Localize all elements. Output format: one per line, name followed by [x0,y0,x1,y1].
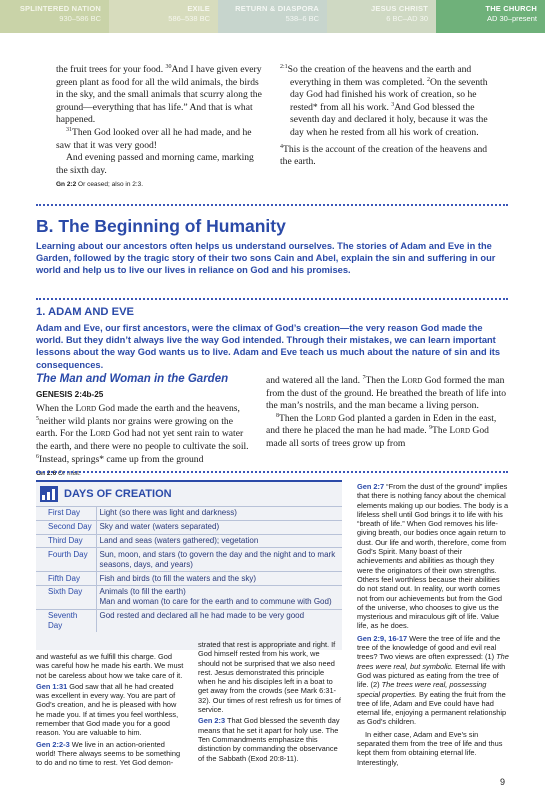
verse-number: 7 [362,374,366,381]
timeline-segment-the-church [436,0,545,33]
scripture-text: God made all sorts of trees grow up from [266,425,489,449]
verse-number: 2:1 [280,63,288,70]
page-number: 9 [500,777,506,787]
scripture-paragraph [56,64,266,127]
lord-smallcaps: Lord [449,425,470,437]
note-text: By eating the fruit from the tree of life, Adam and Eve could have had eternal life, enjoying a permanent relationship as God’s children. [357,689,507,727]
table-row [36,585,342,609]
scripture-text: Then the [365,375,402,386]
table-row [36,520,342,534]
days-table [36,506,342,632]
activity-cell: God rested and declared all he had made to be very good [96,609,342,632]
scripture-text: God made the earth and the heavens, [96,403,240,415]
verse-number: 31 [66,126,72,133]
timeline-segment-splintered-nation [0,0,109,33]
footnote-text: Or ceased; also in 2:3. [76,181,144,189]
activity-cell [96,585,342,609]
timeline-segment-jesus-christ [327,0,436,33]
scripture-text: On the seventh day God had finished his work of creation, so he rested* from all his work. [290,76,488,113]
scripture-paragraph [280,64,492,140]
note-ref: Gen 2:2-3 [36,739,70,749]
activity-cell: Fish and birds (to fill the waters and the sky) [96,572,342,586]
activity-line: Man and woman (to care for the earth and to commune with God) [99,597,332,607]
story-title: The Man and Woman in the Garden [36,373,229,385]
footnote [56,180,266,189]
section-intro: Learning about our ancestors often helps us understand ourselves. The stories of Adam and Eve in the Garden, followed by the tragic story of their two sons Cain and Abel, explain the sin and suffering in our world and help us to live our lives in reliance on God and his promises. [36,241,496,276]
footnote-ref: Gn 2:2 [56,181,77,189]
dotted-divider [36,471,508,473]
timeline-segment-exile [109,0,218,33]
verse-number: 8 [276,412,279,419]
timeline-years: 586–538 BC [168,14,210,23]
verse-number: 5 [36,415,39,422]
table-row [36,548,342,572]
dotted-divider [36,204,508,206]
verse-number: 2 [426,76,430,83]
note-paragraph [36,740,184,768]
scripture-text: God had not yet sent rain to water the earth, and there were no people to cultivate the soil. [36,428,249,452]
note-ref: Gen 2:9, 16-17 [357,633,408,643]
days-of-creation-chart [36,480,342,650]
scripture-text: God formed the man from the dust of the ground. He breathed the breath of life into the man’s nostrils, and the man became a living person. [266,375,507,412]
note-text: Were the tree of life and the tree of the knowledge of good and evil real trees? Two views are often expressed: (1) [357,633,501,662]
activity-cell: Land and seas (waters gathered); vegetation [96,534,342,548]
activity-line: Animals (to fill the earth) [99,587,186,597]
table-row [36,534,342,548]
day-cell: Sixth Day [36,585,96,609]
scripture-text: The [432,425,450,437]
scripture-paragraph [36,403,254,466]
note-ref: Gen 2:3 [198,716,226,726]
timeline-header [0,0,545,33]
note-ref: Gen 1:31 [36,681,68,691]
note-paragraph: In either case, Adam and Eve’s sin separated them from the tree of life and thus kept them from obtaining eternal life. Interestingly, [357,729,503,767]
scripture-column-mid-right [266,375,510,451]
verse-number: 3 [391,101,395,108]
table-row [36,609,342,632]
lord-smallcaps: Lord [75,403,97,415]
activity-cell: Sky and water (waters separated) [96,520,342,534]
scripture-text: and watered all the land. [266,375,363,386]
chart-icon [40,486,58,502]
day-cell: Fifth Day [36,572,96,586]
activity-cell: Light (so there was light and darkness) [96,507,342,521]
timeline-years: 930–586 BC [59,14,101,23]
scripture-paragraph [266,413,510,451]
timeline-name: EXILE [187,4,210,13]
scripture-text: the fruit trees for your food. [56,64,166,75]
note-paragraph: and wasteful as we fulfill this charge. God was careful how he made his earth. We must not be careless about how we take care of it. [36,652,184,680]
note-paragraph [357,482,509,631]
days-header [36,482,342,506]
days-title: DAYS OF CREATION [64,488,172,500]
scripture-column-top-right [280,64,492,169]
timeline-name: JESUS CHRIST [371,4,428,13]
scripture-text: Then the [279,412,316,424]
notes-column-a [36,652,184,770]
notes-column-b [198,640,343,765]
scripture-column-top-left [56,64,266,189]
lord-smallcaps: Lord [401,375,423,386]
note-text: God saw that all he had created was excellent in every way. You are part of God’s creation, and he is pleased with how he made you. If at times you feel worthless, remember that God made you for a good reason. You are valuable to him. [36,681,179,738]
scripture-paragraph [280,144,492,169]
verse-number: 4 [280,143,283,150]
subsection-title: 1. ADAM AND EVE [36,306,135,318]
timeline-name: THE CHURCH [485,4,537,13]
scripture-text: When the [36,403,76,415]
day-cell: Fourth Day [36,548,96,572]
timeline-name: SPLINTERED NATION [19,4,101,13]
scripture-text: Then God looked over all he had made, and he saw that it was very good! [56,126,252,151]
note-text: Eternal life with God was pictured as eating from the tree of life. (2) [357,661,506,690]
scripture-column-mid-left [36,373,254,478]
timeline-name: RETURN & DIASPORA [235,4,319,13]
scripture-paragraph [266,375,510,413]
day-cell: First Day [36,507,96,521]
note-paragraph: strated that rest is appropriate and right. If God himself rested from his work, we should not be surprised that we also need rest. Jesus demonstrated this principle when he and his disciples left in a boat to get away from the crowds (see Mark 6:31-32). Our times of rest refresh us for times of service. [198,640,341,715]
timeline-years: 6 BC–AD 30 [386,14,428,23]
day-cell: Second Day [36,520,96,534]
note-ref: Gen 2:7 [357,482,385,491]
timeline-years: AD 30–present [486,14,537,23]
day-cell: Seventh Day [36,609,96,632]
verse-number: 30 [165,63,172,70]
table-row [36,572,342,586]
verse-number: 6 [36,453,39,460]
scripture-text: This is the account of the creation of the heavens and the earth. [280,143,488,168]
notes-column-c [357,482,509,770]
footnote-text: Or mist. [56,470,81,478]
dotted-divider [36,298,508,300]
day-cell: Third Day [36,534,96,548]
scripture-text: God planted a garden in Eden in the east, and there he placed the man he had made. [266,412,497,437]
subsection-intro: Adam and Eve, our first ancestors, were the climax of God’s creation—the very reason God made the world. But they didn’t always live the way God intended. Through their mistakes, we can learn important lessons about the way God wants us to live. Adam and Eve teach us much about the nature of sin and its consequences. [36,323,501,370]
table-row [36,507,342,521]
scripture-paragraph: And evening passed and morning came, marking the sixth day. [56,152,254,176]
note-paragraph [36,682,184,738]
scripture-paragraph [56,127,266,152]
lord-smallcaps: Lord [315,412,336,424]
timeline-years: 538–6 BC [285,14,319,23]
note-text: “From the dust of the ground” implies that there is nothing fancy about the chemical elements making up our bodies. The body is a lifeless shell until God brings it to life with his “breath of life.” When God removes his life-giving breath, our bodies once again return to dust. Our life and worth, therefore, come from God’s Spirit. Many boast of their achievements and abilities as though they were the originators of their own strengths. Others feel worthless because their abilities do not stand out. In reality, our worth comes not from our achievements but from the God of the universe, who chooses to give us the mysterious and miraculous gift of life. Value life, as he does. [357,482,509,631]
section-title: B. The Beginning of Humanity [36,216,286,236]
note-italic: The trees were real, possessing special properties. [357,680,487,699]
note-paragraph [357,634,509,727]
verse-number: 9 [429,425,433,432]
scripture-text: And God blessed the seventh day and declared it holy, because it was the day when he rested from all his work of creation. [290,101,488,138]
scripture-reference: GENESIS 2:4b-25 [36,389,104,399]
scripture-text: neither wild plants nor grains were growing on the earth. For the [36,415,233,440]
activity-cell: Sun, moon, and stars (to govern the day and the night and to mark seasons, days, and years) [96,548,342,572]
scripture-text: So the creation of the heavens and the earth and everything in them was completed. [287,64,472,88]
scripture-text: And I have given every green plant as food for all the wild animals, the birds in the sky, and the small animals that scurry along the ground—everything that has life.” And that is what happened. [56,64,262,126]
timeline-segment-return-diaspora [218,0,327,33]
footnote-ref: Gn 2:6 [36,470,57,478]
note-paragraph [198,716,343,762]
lord-smallcaps: Lord [89,428,111,440]
scripture-text: Instead, springs* came up from the ground [39,453,204,465]
note-italic: The trees were real, but symbolic. [357,652,509,671]
note-text: We live in an action-oriented world! There always seems to be something to do and no time to rest. Yet God demon- [36,739,181,768]
note-text: That God blessed the seventh day means that he set it apart for holy use. The Ten Commandments emphasize this distinction by commanding the observance of the Sabbath (Exod 20:8-11). [198,716,340,763]
